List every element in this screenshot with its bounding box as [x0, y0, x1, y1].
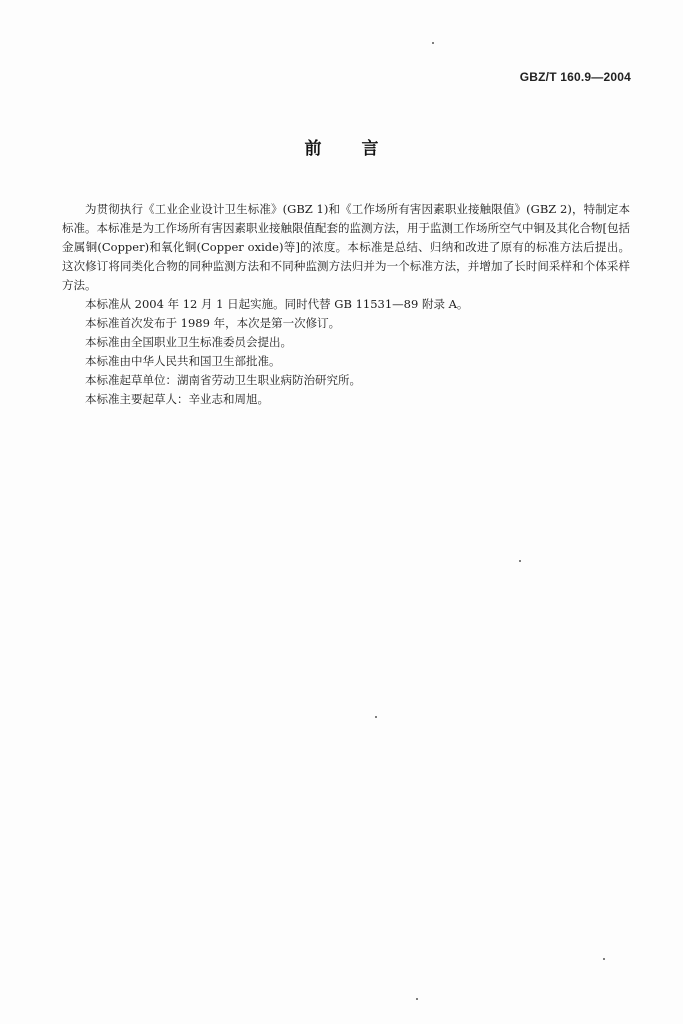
paragraph-intro: 为贯彻执行《工业企业设计卫生标准》(GBZ 1)和《工作场所有害因素职业接触限值》(GBZ 2)，特制定本标准。本标准是为工作场所有害因素职业接触限值配套的监测方法，用于监测工作场所空气中铜及其化合物[包括金属铜(Copper)和氧化铜(Copper oxide)等]的浓度。本标准是总结、归纳和改进了原有的标准方法后提出。这次修订将同类化合物的同种监测方法和不同种监测方法归并为一个标准方法，并增加了长时间采样和个体采样方法。 [62, 202, 630, 292]
paragraph-effective-date: 本标准从 2004 年 12 月 1 日起实施。同时代替 GB 11531—89 附录 A。 [85, 297, 469, 311]
scan-speck [432, 42, 434, 44]
scan-speck [603, 958, 605, 960]
paragraph-proposer: 本标准由全国职业卫生标准委员会提出。 [85, 335, 292, 349]
foreword-body [62, 200, 630, 409]
paragraph-approver: 本标准由中华人民共和国卫生部批准。 [85, 354, 281, 368]
paragraph-drafters: 本标准主要起草人：辛业志和周旭。 [85, 392, 269, 406]
scan-speck [416, 998, 418, 1000]
page-title: 前言 [304, 139, 419, 159]
standard-code: GBZ/T 160.9—2004 [519, 70, 631, 84]
scan-speck [519, 560, 521, 562]
paragraph-drafting-unit: 本标准起草单位：湖南省劳动卫生职业病防治研究所。 [85, 373, 361, 387]
scan-speck [375, 716, 377, 718]
paragraph-first-release: 本标准首次发布于 1989 年，本次是第一次修订。 [85, 316, 341, 330]
